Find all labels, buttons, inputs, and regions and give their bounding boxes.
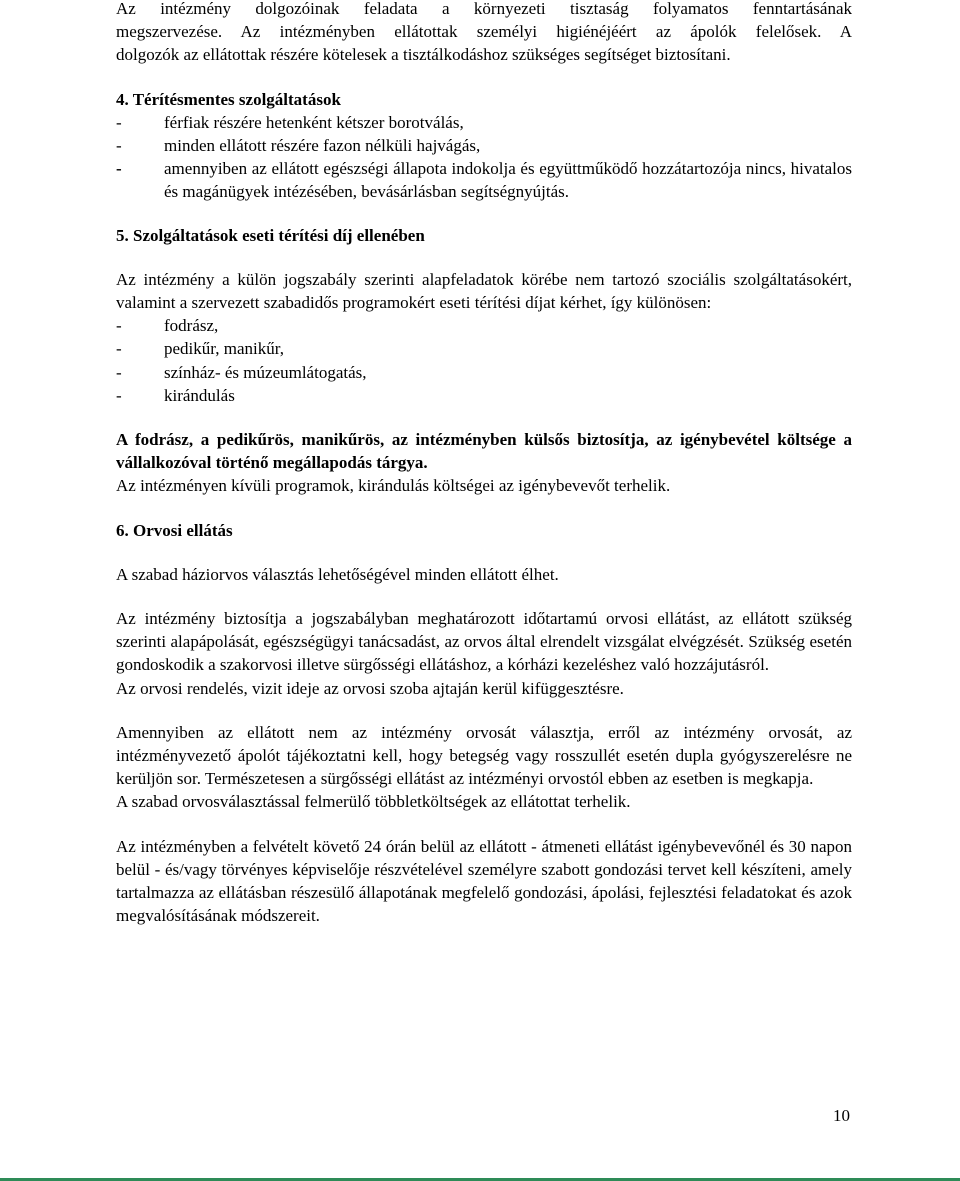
list-item-text: fodrász,	[164, 316, 219, 336]
section-4-list	[116, 111, 852, 204]
list-dash: -	[116, 385, 122, 405]
list-item-text: amennyiben az ellátott egészségi állapota indokolja és együttműködő hozzátartozója nincs, hivatalos és magánügyek intézésében, bevásárlásban segítségnyújtás.	[164, 159, 852, 202]
section-6-paragraph-4: Amennyiben az ellátott nem az intézmény orvosát választja, erről az intézmény orvosát, az intézményvezető ápolót tájékoztatni kell, hogy betegség vagy rosszullét esetén dupla gyógyszerelésre ne kerüljön sor. Természetesen a sürgősségi ellátást az intézményi orvostól ebben az esetben is megkapja.	[116, 722, 852, 789]
section-6-paragraph-5: A szabad orvosválasztással felmerülő többletköltségek az ellátottat terhelik.	[116, 792, 631, 812]
intro-line-3: dolgozók az ellátottak részére kötelesek a tisztálkodáshoz szükséges segítséget biztosítani.	[116, 45, 731, 65]
list-dash: -	[116, 159, 122, 179]
section-5-heading: 5. Szolgáltatások eseti térítési díj ellenében	[116, 225, 425, 245]
list-item-text: minden ellátott részére fazon nélküli hajvágás,	[164, 136, 481, 156]
section-6-paragraph-6: Az intézményben a felvételt követő 24 órán belül az ellátott - átmeneti ellátást igénybevevőnél és 30 napon belül - és/vagy törvényes képviselője részvételével személyre szabott gondozási tervet kell készíteni, amely tartalmazza az ellátásban részesülő állapotának megfelelő gondozási, ápolási, fejlesztési feladatokat és azok megvalósításának módszereit.	[116, 836, 852, 926]
list-dash: -	[116, 136, 122, 156]
section-4-heading: 4. Térítésmentes szolgáltatások	[116, 89, 341, 109]
list-item	[116, 314, 852, 337]
document-page	[116, 0, 852, 928]
intro-line-1: Az intézmény dolgozóinak feladata a környezeti tisztaság folyamatos fenntartásának	[116, 0, 852, 18]
list-item-text: kirándulás	[164, 385, 235, 405]
section-6-paragraph-3: Az orvosi rendelés, vizit ideje az orvosi szoba ajtaján kerül kifüggesztésre.	[116, 678, 624, 698]
list-item	[116, 384, 852, 407]
list-dash: -	[116, 316, 122, 336]
list-item	[116, 111, 852, 134]
section-5-after-paragraph: Az intézményen kívüli programok, kirándulás költségei az igénybevevőt terhelik.	[116, 476, 671, 496]
list-item-text: pedikűr, manikűr,	[164, 339, 284, 359]
section-5-list	[116, 314, 852, 407]
list-dash: -	[116, 362, 122, 382]
list-item-text: férfiak részére hetenként kétszer borotválás,	[164, 112, 464, 132]
section-5-bold-paragraph: A fodrász, a pedikűrös, manikűrös, az intézményben külsős biztosítja, az igénybevétel költsége a vállalkozóval történő megállapodás tárgya.	[116, 430, 852, 473]
list-item-text: színház- és múzeumlátogatás,	[164, 362, 367, 382]
list-dash: -	[116, 339, 122, 359]
section-6-paragraph-1: A szabad háziorvos választás lehetőségével minden ellátott élhet.	[116, 564, 559, 584]
page-number: 10	[833, 1106, 850, 1125]
intro-line-2: megszervezése. Az intézményben ellátottak személyi higiénéjéért az ápolók felelősek. A	[116, 22, 852, 42]
list-item	[116, 361, 852, 384]
list-dash: -	[116, 112, 122, 132]
list-item	[116, 157, 852, 203]
section-6-paragraph-2: Az intézmény biztosítja a jogszabályban meghatározott időtartamú orvosi ellátást, az ellátott szükség szerinti alapápolását, egészségügyi tanácsadást, az orvos által elrendelt vizsgálat elvégzését. Szükség esetén gondoskodik a szakorvosi illetve sürgősségi ellátáshoz, a kórházi kezeléshez való hozzájutásról.	[116, 609, 852, 675]
list-item	[116, 134, 852, 157]
list-item	[116, 337, 852, 360]
section-5-paragraph: Az intézmény a külön jogszabály szerinti alapfeladatok körébe nem tartozó szociális szolgáltatásokért, valamint a szervezett szabadidős programokért eseti térítési díjat kérhet, így különösen:	[116, 269, 852, 313]
section-6-heading: 6. Orvosi ellátás	[116, 520, 233, 540]
